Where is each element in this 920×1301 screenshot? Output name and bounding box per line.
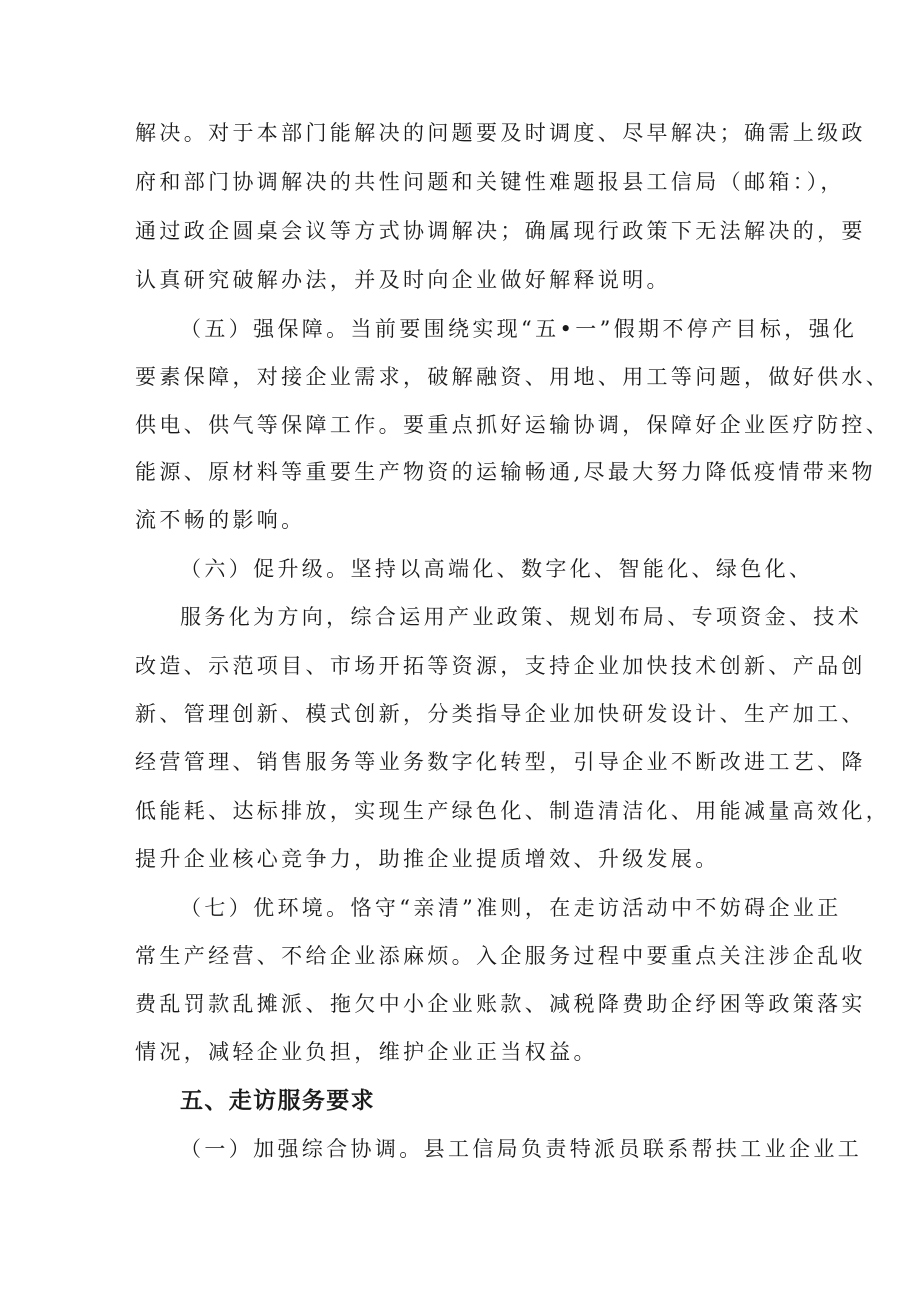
text-line: 能源、原材料等重要生产物资的运输畅通,尽最大努力降低疫情带来物 <box>135 460 876 484</box>
text-line: 常生产经营、不给企业添麻烦。入企服务过程中要重点关注涉企乱收 <box>135 944 866 968</box>
text-line: （七）优环境。恪守“亲清”准则，在走访活动中不妨碍企业正 <box>180 896 842 920</box>
text-line: 府和部门协调解决的共性问题和关键性难题报县工信局（邮箱：）， <box>135 170 845 194</box>
text-line: 通过政企圆桌会议等方式协调解决；确属现行政策下无法解决的，要 <box>135 219 866 243</box>
text-line: 供电、供气等保障工作。要重点抓好运输协调，保障好企业医疗防控、 <box>135 413 891 437</box>
text-line: 解决。对于本部门能解决的问题要及时调度、尽早解决；确需上级政 <box>135 121 866 145</box>
text-line: 经营管理、销售服务等业务数字化转型，引导企业不断改进工艺、降 <box>135 750 866 774</box>
section-heading: 五、走访服务要求 <box>180 1088 376 1114</box>
text-line: 情况，减轻企业负担，维护企业正当权益。 <box>135 1040 598 1064</box>
text-line: 要素保障，对接企业需求，破解融资、用地、用工等问题，做好供水、 <box>135 365 891 389</box>
text-line: （六）促升级。坚持以高端化、数字化、智能化、绿色化、 <box>180 557 814 581</box>
text-line: 流不畅的影响。 <box>135 508 306 532</box>
text-line: 费乱罚款乱摊派、拖欠中小企业账款、减税降费助企纾困等政策落实 <box>135 992 866 1016</box>
text-line: （五）强保障。当前要围绕实现“五•一”假期不停产目标，强化 <box>180 317 858 341</box>
text-line: 新、管理创新、模式创新，分类指导企业加快研发设计、生产加工、 <box>135 702 866 726</box>
text-line: （一）加强综合协调。县工信局负责特派员联系帮扶工业企业工 <box>180 1137 863 1161</box>
text-line: 改造、示范项目、市场开拓等资源，支持企业加快技术创新、产品创 <box>135 654 866 678</box>
text-line: 服务化为方向，综合运用产业政策、规划布局、专项资金、技术 <box>180 605 863 629</box>
text-line: 认真研究破解办法，并及时向企业做好解释说明。 <box>135 268 671 292</box>
text-line: 低能耗、达标排放，实现生产绿色化、制造清洁化、用能减量高效化， <box>135 799 891 823</box>
text-line: 提升企业核心竞争力，助推企业提质增效、升级发展。 <box>135 847 720 871</box>
